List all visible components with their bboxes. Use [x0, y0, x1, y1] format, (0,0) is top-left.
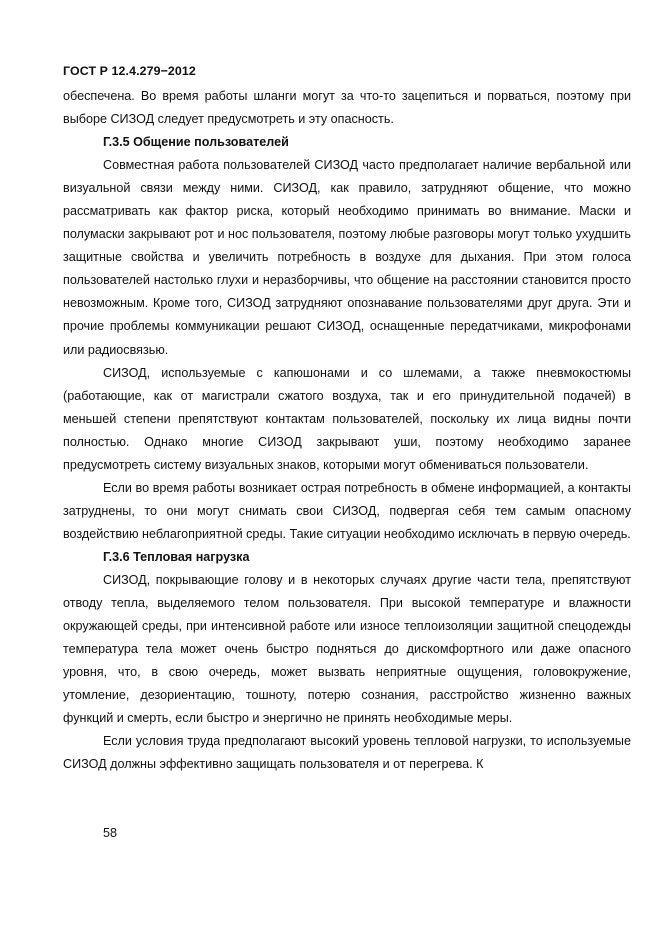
paragraph: Если условия труда предполагают высокий уровень тепловой нагрузки, то используемые СИЗОД должны эффективно защищать пользователя и от перегрева. К	[63, 734, 631, 772]
paragraph: СИЗОД, покрывающие голову и в некоторых случаях другие части тела, препятствуют отводу тепла, выделяемого телом пользователя. При высокой температуре и влажности окружающей среды, при интенсивной работе или износе теплоизоляции защитной спецодежды температура тела может очень быстро подняться до дискомфортного или даже опасного уровня, что, в свою очередь, может вызвать неприятные ощущения, головокружение, утомление, дезориентацию, тошноту, потерю сознания, расстройство жизненно важных функций и смерть, если быстро и энергично не принять необходимые меры.	[63, 572, 631, 726]
paragraph: СИЗОД, используемые с капюшонами и со шлемами, а также пневмокостюмы (работающие, как от магистрали сжатого воздуха, так и его принудительной подачей) в меньшей степени препятствуют контактам пользователей, поскольку их лица видны почти полностью. Однако многие СИЗОД закрывают уши, поэтому необходимо заранее предусмотреть систему визуальных знаков, которыми могут обмениваться пользователи.	[63, 365, 631, 472]
document-body	[63, 85, 631, 776]
paragraph: Если во время работы возникает острая потребность в обмене информацией, а контакты затруднены, то они могут снимать свои СИЗОД, подвергая себя тем самым опасному воздействию неблагоприятной среды. Такие ситуации необходимо исключать в первую очередь.	[63, 480, 631, 541]
paragraph-continuation: обеспечена. Во время работы шланги могут за что-то зацепиться и порваться, поэтому при выборе СИЗОД следует предусмотреть и эту опасность.	[63, 89, 631, 127]
section-heading-g35: Г.3.5 Общение пользователей	[103, 135, 289, 150]
section-heading-g36: Г.3.6 Тепловая нагрузка	[103, 549, 250, 564]
document-header: ГОСТ Р 12.4.279−2012	[63, 64, 196, 78]
paragraph: Совместная работа пользователей СИЗОД часто предполагает наличие вербальной или визуальной связи между ними. СИЗОД, как правило, затрудняют общение, что можно рассматривать как фактор риска, который необходимо принимать во внимание. Маски и полумаски закрывают рот и нос пользователя, поэтому любые разговоры могут только ухудшить защитные свойства и увеличить потребность в воздухе для дыхания. При этом голоса пользователей настолько глухи и неразборчивы, что общение на расстоянии становится просто невозможным. Кроме того, СИЗОД затрудняют опознавание пользователями друг друга. Эти и прочие проблемы коммуникации решают СИЗОД, оснащенные передатчиками, микрофонами или радиосвязью.	[63, 158, 631, 357]
page-number: 58	[103, 826, 118, 840]
